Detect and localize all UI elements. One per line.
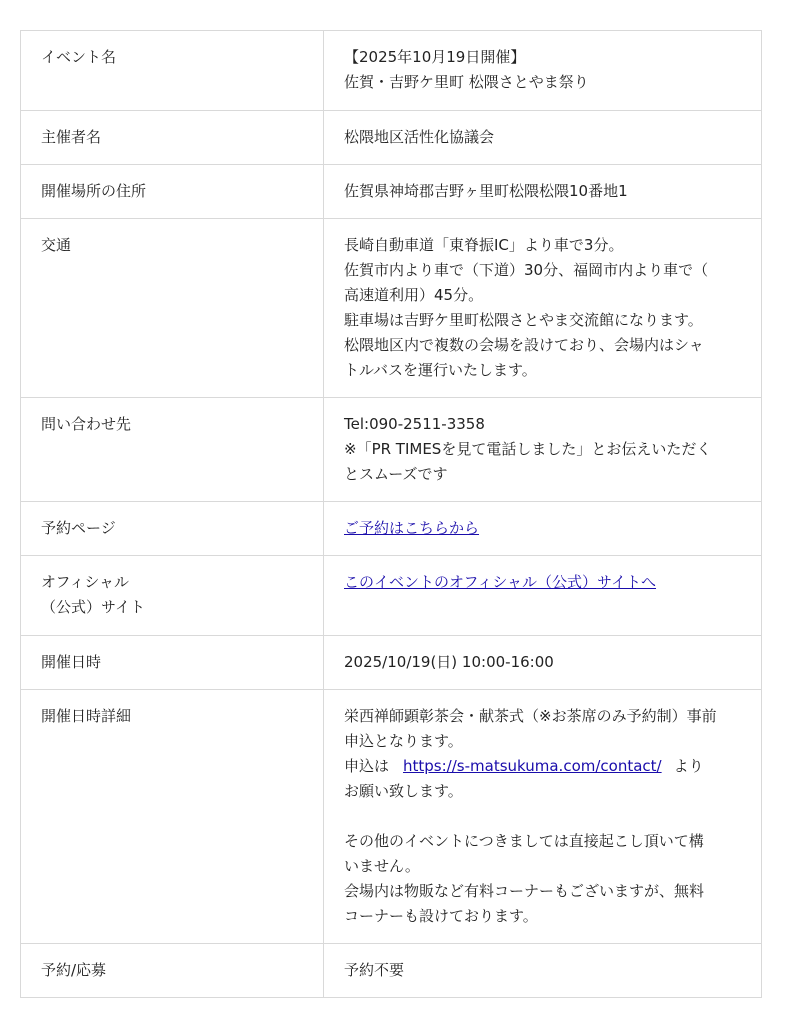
- official-site-link[interactable]: このイベントのオフィシャル（公式）サイトへ: [344, 573, 657, 591]
- value-line: コーナーも設けております。: [344, 907, 538, 925]
- contact-url-link[interactable]: https://s-matsukuma.com/contact/: [403, 757, 662, 775]
- value-event-datetime: [324, 636, 762, 690]
- value-line: とスムーズです: [344, 465, 448, 483]
- label-access: [21, 219, 324, 398]
- label-text: イベント名: [41, 48, 117, 66]
- label-event-datetime: [21, 636, 324, 690]
- label-text: 開催場所の住所: [41, 182, 147, 200]
- apply-prefix: 申込は: [344, 757, 390, 775]
- value-line: 栄西禅師顕彰茶会・献茶式（※お茶席のみ予約制）事前: [344, 707, 717, 725]
- value-line: 予約不要: [344, 961, 405, 979]
- value-line: 会場内は物販など有料コーナーもございますが、無料: [344, 882, 705, 900]
- value-access: [324, 219, 762, 398]
- value-contact: [324, 398, 762, 502]
- value-line: 2025/10/19(日) 10:00-16:00: [344, 653, 554, 671]
- value-reservation-application: [324, 944, 762, 998]
- value-line: [344, 754, 741, 779]
- label-text: 問い合わせ先: [41, 415, 132, 433]
- table-row: [21, 636, 762, 690]
- label-text: 開催日時: [41, 653, 102, 671]
- blank-line: [344, 804, 741, 829]
- label-text: 交通: [41, 236, 72, 254]
- table-row: [21, 165, 762, 219]
- label-venue-address: [21, 165, 324, 219]
- table-row: [21, 31, 762, 111]
- value-line: 佐賀・吉野ケ里町 松隈さとやま祭り: [344, 73, 589, 91]
- value-line: お願い致します。: [344, 782, 463, 800]
- value-line: 駐車場は吉野ケ里町松隈さとやま交流館になります。: [344, 311, 703, 329]
- table-row: [21, 111, 762, 165]
- value-line: 佐賀県神埼郡吉野ヶ里町松隈松隈10番地1: [344, 182, 628, 200]
- label-text: 主催者名: [41, 128, 102, 146]
- value-organizer: [324, 111, 762, 165]
- label-text: （公式）サイト: [41, 598, 145, 616]
- label-event-name: [21, 31, 324, 111]
- value-line: 長崎自動車道「東脊振IC」より車で3分。: [344, 236, 624, 254]
- table-row: [21, 398, 762, 502]
- label-contact: [21, 398, 324, 502]
- value-event-details: [324, 690, 762, 944]
- label-text: オフィシャル: [41, 573, 130, 591]
- table-row: [21, 219, 762, 398]
- table-row: [21, 944, 762, 998]
- value-line: トルバスを運行いたします。: [344, 361, 537, 379]
- value-line: 佐賀市内より車で（下道）30分、福岡市内より車で（: [344, 261, 709, 279]
- value-event-name: [324, 31, 762, 111]
- value-official-site: [324, 556, 762, 636]
- value-reservation-page: [324, 502, 762, 556]
- value-line: いません。: [344, 857, 420, 875]
- phone-number: Tel:090-2511-3358: [344, 415, 485, 433]
- table-row: [21, 556, 762, 636]
- label-text: 予約ページ: [41, 519, 116, 537]
- event-info-container: [20, 30, 762, 998]
- label-event-details: [21, 690, 324, 944]
- label-reservation-page: [21, 502, 324, 556]
- table-row: [21, 690, 762, 944]
- event-info-table: [20, 30, 762, 998]
- value-line: 松隈地区活性化協議会: [344, 128, 495, 146]
- label-text: 予約/応募: [41, 961, 107, 979]
- label-text: 開催日時詳細: [41, 707, 132, 725]
- table-row: [21, 502, 762, 556]
- apply-suffix: より: [673, 757, 704, 775]
- value-line: 申込となります。: [344, 732, 463, 750]
- label-reservation-application: [21, 944, 324, 998]
- label-official-site: [21, 556, 324, 636]
- label-organizer: [21, 111, 324, 165]
- value-line: その他のイベントにつきましては直接起こし頂いて構: [344, 832, 704, 850]
- value-line: 【2025年10月19日開催】: [344, 48, 526, 66]
- value-venue-address: [324, 165, 762, 219]
- value-line: 松隈地区内で複数の会場を設けており、会場内はシャ: [344, 336, 704, 354]
- value-line: 高速道利用）45分。: [344, 286, 484, 304]
- reservation-link[interactable]: ご予約はこちらから: [344, 519, 480, 537]
- value-line: ※「PR TIMESを見て電話しました」とお伝えいただく: [344, 440, 712, 458]
